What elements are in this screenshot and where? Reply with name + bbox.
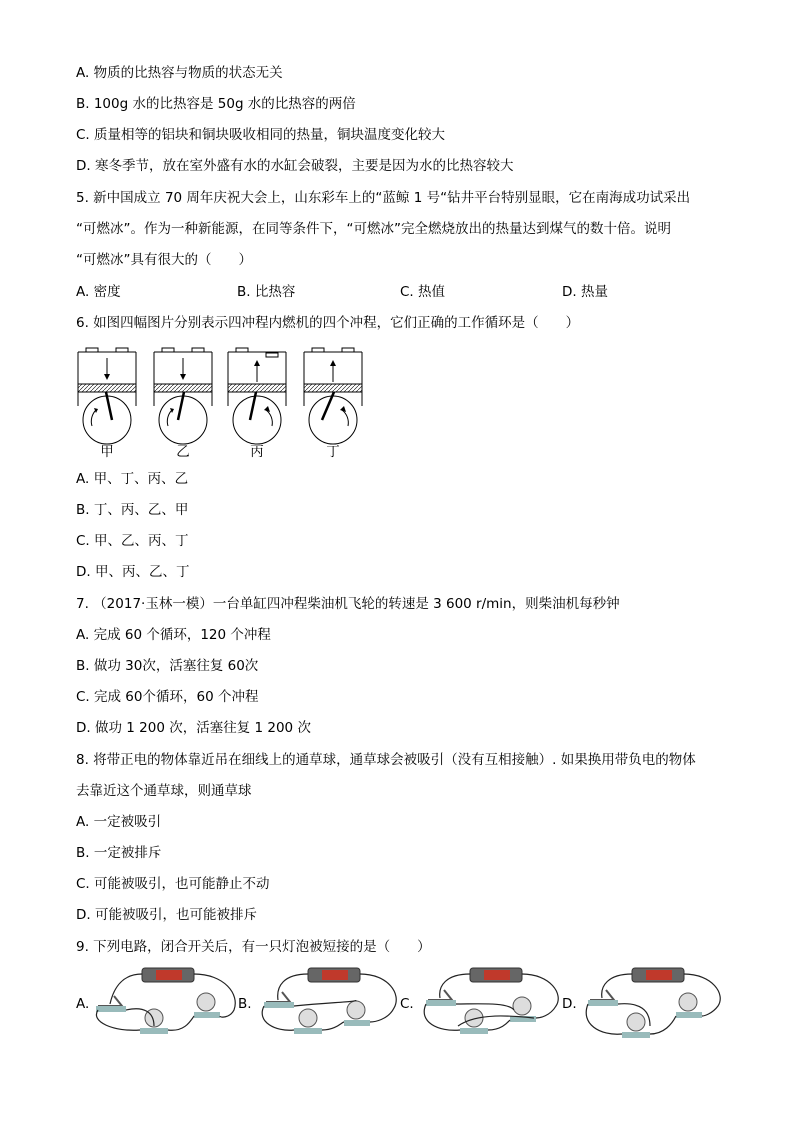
q6-option-b: B. 丁、丙、乙、甲 xyxy=(76,502,189,518)
circuit-figure-c xyxy=(418,966,566,1042)
circuit-label-d: D. xyxy=(562,996,577,1012)
circuit-label-a: A. xyxy=(76,996,90,1012)
q6-option-c: C. 甲、乙、丙、丁 xyxy=(76,533,189,549)
engine-label-bing: 丙 xyxy=(250,444,264,460)
q4-option-d: D. 寒冬季节，放在室外盛有水的水缸会破裂，主要是因为水的比热容较大 xyxy=(76,158,514,174)
engine-label-ding: 丁 xyxy=(326,444,340,460)
circuit-figure-d xyxy=(580,966,728,1042)
q4-option-a: A. 物质的比热容与物质的状态无关 xyxy=(76,65,283,81)
q5-option-c: C. 热值 xyxy=(400,284,446,300)
q7-option-a: A. 完成 60 个循环，120 个冲程 xyxy=(76,627,271,643)
circuit-label-b: B. xyxy=(238,996,252,1012)
q5-option-d: D. 热量 xyxy=(562,284,608,300)
circuit-figure-b xyxy=(256,966,404,1042)
engine-label-yi: 乙 xyxy=(176,444,190,460)
q7-option-d: D. 做功 1 200 次，活塞往复 1 200 次 xyxy=(76,720,311,736)
q6-stem: 6. 如图四幅图片分别表示四冲程内燃机的四个冲程，它们正确的工作循环是（ ） xyxy=(76,315,580,331)
q7-option-b: B. 做功 30次，活塞往复 60次 xyxy=(76,658,259,674)
q8-option-c: C. 可能被吸引，也可能静止不动 xyxy=(76,876,270,892)
q5-option-b: B. 比热容 xyxy=(237,284,296,300)
q8-stem-line-2: 去靠近这个通草球，则通草球 xyxy=(76,783,252,799)
q7-stem: 7. （2017·玉林一模）一台单缸四冲程柴油机飞轮的转速是 3 600 r/min，则柴油机每秒钟 xyxy=(76,596,620,612)
q8-stem-line-1: 8. 将带正电的物体靠近吊在细线上的通草球，通草球会被吸引（没有互相接触）. 如果换用带负电的物体 xyxy=(76,752,696,768)
q7-option-c: C. 完成 60个循环，60 个冲程 xyxy=(76,689,259,705)
q8-option-a: A. 一定被吸引 xyxy=(76,814,162,830)
q8-option-d: D. 可能被吸引，也可能被排斥 xyxy=(76,907,257,923)
q4-option-c: C. 质量相等的铝块和铜块吸收相同的热量，铜块温度变化较大 xyxy=(76,127,446,143)
q6-option-a: A. 甲、丁、丙、乙 xyxy=(76,471,189,487)
q5-stem-line-3: “可燃冰”具有很大的（ ） xyxy=(76,252,252,268)
q5-stem-line-2: “可燃冰”。作为一种新能源，在同等条件下，“可燃冰”完全燃烧放出的热量达到煤气的数十倍。说明 xyxy=(76,221,671,237)
q5-stem-line-1: 5. 新中国成立 70 周年庆祝大会上，山东彩车上的“蓝鲸 1 号“钻井平台特别显眼，它在南海成功试采出 xyxy=(76,190,691,206)
q8-option-b: B. 一定被排斥 xyxy=(76,845,162,861)
engine-label-jia: 甲 xyxy=(100,444,114,460)
q5-option-a: A. 密度 xyxy=(76,284,121,300)
q9-stem: 9. 下列电路，闭合开关后，有一只灯泡被短接的是（ ） xyxy=(76,939,431,955)
q4-option-b: B. 100g 水的比热容是 50g 水的比热容的两倍 xyxy=(76,96,356,112)
circuit-figure-a xyxy=(94,966,242,1042)
circuit-label-c: C. xyxy=(400,996,414,1012)
q6-option-d: D. 甲、丙、乙、丁 xyxy=(76,564,190,580)
